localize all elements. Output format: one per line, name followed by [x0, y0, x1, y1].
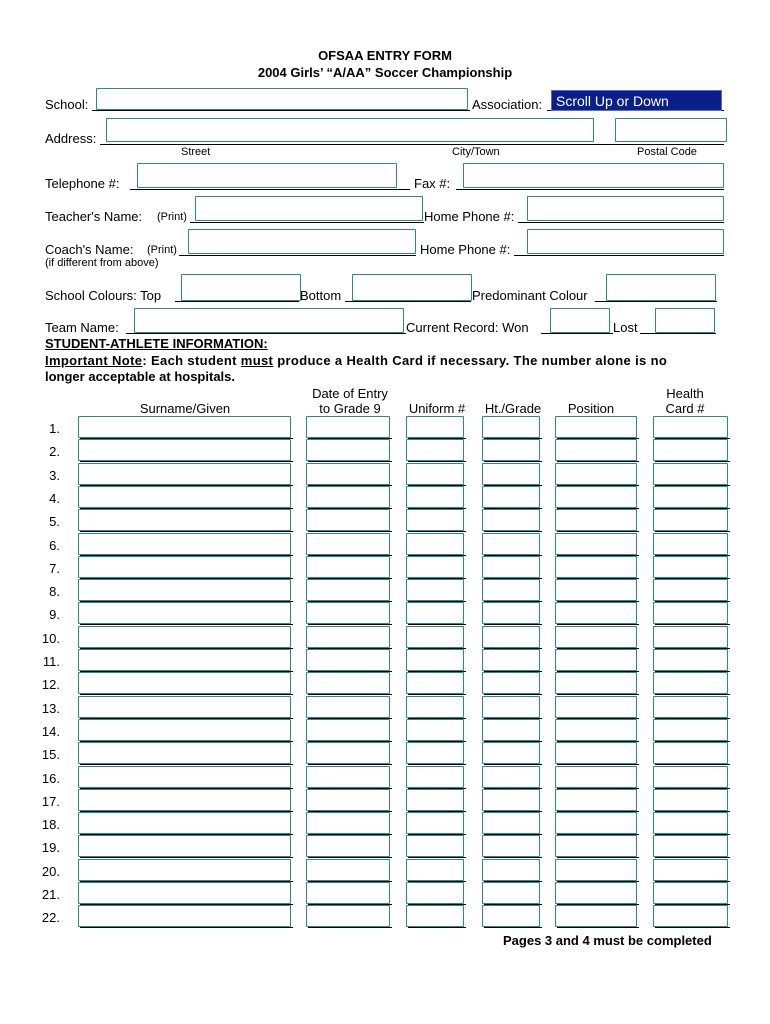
row-number: 9. — [49, 607, 60, 622]
entry-date-input[interactable] — [306, 719, 390, 741]
health-card-input[interactable] — [653, 416, 728, 438]
height-grade-input[interactable] — [482, 882, 540, 904]
uniform-input[interactable] — [406, 789, 464, 811]
lost-input[interactable] — [655, 308, 715, 333]
won-input[interactable] — [550, 308, 610, 333]
school-colours-label: School Colours: Top — [45, 288, 162, 303]
entry-date-input[interactable] — [306, 835, 390, 857]
association-dropdown[interactable]: Scroll Up or Down — [551, 90, 722, 111]
height-grade-underline — [484, 531, 542, 532]
uniform-input[interactable] — [406, 719, 464, 741]
height-grade-input[interactable] — [482, 766, 540, 788]
entry-date-input[interactable] — [306, 672, 390, 694]
entry-date-underline — [308, 857, 392, 858]
important-note-text-1: : Each student — [142, 353, 241, 368]
health-card-input[interactable] — [653, 556, 728, 578]
school-input[interactable] — [96, 88, 468, 110]
position-underline — [557, 461, 639, 462]
colour-bottom-input[interactable] — [352, 274, 472, 301]
important-note-text-2: produce a Health Card if necessary. The number alone is no — [273, 353, 668, 368]
health-card-input[interactable] — [653, 742, 728, 764]
coach-name-input[interactable] — [188, 229, 416, 254]
health-card-input[interactable] — [653, 533, 728, 555]
surname-input[interactable] — [78, 859, 291, 881]
surname-underline — [80, 927, 293, 928]
height-grade-underline — [484, 927, 542, 928]
health-card-input[interactable] — [653, 463, 728, 485]
uniform-underline — [408, 624, 466, 625]
student-info-heading: STUDENT-ATHLETE INFORMATION: — [45, 336, 268, 351]
health-card-column-header — [650, 386, 720, 416]
colours-bottom-label: Bottom — [300, 288, 342, 303]
entry-date-input[interactable] — [306, 882, 390, 904]
position-input[interactable] — [555, 556, 637, 578]
entry-date-input[interactable] — [306, 766, 390, 788]
position-input[interactable] — [555, 905, 637, 927]
surname-underline — [80, 461, 293, 462]
entry-date-header-line1: Date of Entry — [312, 386, 388, 401]
entry-date-column-header — [300, 386, 400, 416]
health-card-input[interactable] — [653, 696, 728, 718]
position-input[interactable] — [555, 439, 637, 461]
health-card-underline — [655, 461, 730, 462]
surname-input[interactable] — [78, 649, 291, 671]
health-card-input[interactable] — [653, 602, 728, 624]
colours-top-underline — [175, 301, 299, 302]
position-input[interactable] — [555, 882, 637, 904]
important-note-label: Important Note — [45, 353, 143, 368]
teacher-underline — [190, 222, 424, 223]
row-number: 16. — [41, 771, 60, 786]
fax-label: Fax #: — [414, 176, 451, 191]
surname-input[interactable] — [78, 812, 291, 834]
teacher-print-note: (Print) — [157, 211, 187, 223]
surname-input[interactable] — [78, 742, 291, 764]
row-number: 14. — [41, 724, 60, 739]
entry-date-input[interactable] — [306, 509, 390, 531]
height-grade-input[interactable] — [482, 835, 540, 857]
row-number: 5. — [49, 514, 60, 529]
height-grade-input[interactable] — [482, 509, 540, 531]
health-card-underline — [655, 857, 730, 858]
height-grade-input[interactable] — [482, 719, 540, 741]
health-card-underline — [655, 764, 730, 765]
colours-bottom-underline — [345, 301, 471, 302]
position-input[interactable] — [555, 579, 637, 601]
important-note — [45, 353, 667, 368]
telephone-label: Telephone #: — [45, 176, 120, 191]
uniform-input[interactable] — [406, 626, 464, 648]
won-underline — [541, 333, 613, 334]
surname-column-header: Surname/Given — [139, 401, 231, 416]
position-underline — [557, 927, 639, 928]
coach-home-phone-input[interactable] — [527, 229, 724, 254]
row-number: 18. — [41, 817, 60, 832]
address-label: Address: — [45, 131, 97, 146]
entry-date-input[interactable] — [306, 602, 390, 624]
height-grade-input[interactable] — [482, 672, 540, 694]
predominant-underline — [595, 301, 717, 302]
health-card-input[interactable] — [653, 649, 728, 671]
health-card-input[interactable] — [653, 439, 728, 461]
predominant-colour-label: Predominant Colour — [472, 288, 588, 303]
entry-date-input[interactable] — [306, 579, 390, 601]
health-card-input[interactable] — [653, 882, 728, 904]
height-grade-underline — [484, 624, 542, 625]
height-grade-input[interactable] — [482, 416, 540, 438]
teacher-name-input[interactable] — [195, 196, 423, 221]
height-grade-underline — [484, 764, 542, 765]
uniform-input[interactable] — [406, 905, 464, 927]
school-underline — [92, 110, 470, 111]
surname-input[interactable] — [78, 556, 291, 578]
entry-date-input[interactable] — [306, 905, 390, 927]
uniform-underline — [408, 927, 466, 928]
row-number: 20. — [41, 864, 60, 879]
position-input[interactable] — [555, 486, 637, 508]
footer-note: Pages 3 and 4 must be completed — [503, 933, 712, 948]
row-number: 13. — [41, 701, 60, 716]
height-grade-underline — [484, 694, 542, 695]
row-number: 19. — [41, 840, 60, 855]
surname-input[interactable] — [78, 626, 291, 648]
health-card-input[interactable] — [653, 626, 728, 648]
teacher-phone-underline — [518, 222, 724, 223]
health-card-input[interactable] — [653, 579, 728, 601]
coach-label: Coach's Name: — [45, 242, 134, 257]
height-grade-input[interactable] — [482, 905, 540, 927]
team-name-label: Team Name: — [45, 320, 119, 335]
important-note-continued: longer acceptable at hospitals. — [45, 369, 235, 384]
surname-input[interactable] — [78, 439, 291, 461]
health-card-input[interactable] — [653, 509, 728, 531]
surname-input[interactable] — [78, 672, 291, 694]
entry-date-input[interactable] — [306, 463, 390, 485]
position-column-header: Position — [567, 401, 615, 416]
entry-date-input[interactable] — [306, 439, 390, 461]
city-caption: City/Town — [452, 146, 500, 158]
school-label: School: — [45, 97, 89, 112]
health-card-input[interactable] — [653, 835, 728, 857]
height-grade-input[interactable] — [482, 859, 540, 881]
coach-home-phone-label: Home Phone #: — [420, 242, 511, 257]
uniform-input[interactable] — [406, 742, 464, 764]
surname-input[interactable] — [78, 882, 291, 904]
health-card-input[interactable] — [653, 812, 728, 834]
position-underline — [557, 857, 639, 858]
team-name-underline — [126, 333, 406, 334]
row-number: 17. — [41, 794, 60, 809]
surname-input[interactable] — [78, 905, 291, 927]
position-input[interactable] — [555, 859, 637, 881]
height-grade-input[interactable] — [482, 696, 540, 718]
height-grade-input[interactable] — [482, 626, 540, 648]
address-underline — [100, 144, 724, 145]
health-card-underline — [655, 927, 730, 928]
row-number: 12. — [41, 677, 60, 692]
form-title: OFSAA ENTRY FORM — [318, 48, 452, 63]
address-postal-input[interactable] — [615, 118, 727, 142]
height-grade-input[interactable] — [482, 463, 540, 485]
health-card-input[interactable] — [653, 859, 728, 881]
entry-date-input[interactable] — [306, 533, 390, 555]
health-card-input[interactable] — [653, 766, 728, 788]
surname-underline — [80, 531, 293, 532]
uniform-input[interactable] — [406, 509, 464, 531]
entry-date-underline — [308, 764, 392, 765]
position-input[interactable] — [555, 649, 637, 671]
uniform-input[interactable] — [406, 486, 464, 508]
health-card-input[interactable] — [653, 486, 728, 508]
important-note-must: must — [240, 353, 274, 368]
surname-input[interactable] — [78, 533, 291, 555]
uniform-input[interactable] — [406, 439, 464, 461]
surname-input[interactable] — [78, 719, 291, 741]
health-card-underline — [655, 694, 730, 695]
health-card-input[interactable] — [653, 789, 728, 811]
uniform-input[interactable] — [406, 812, 464, 834]
position-input[interactable] — [555, 602, 637, 624]
surname-input[interactable] — [78, 789, 291, 811]
row-number: 11. — [42, 654, 60, 669]
fax-input[interactable] — [463, 163, 724, 188]
surname-input[interactable] — [78, 463, 291, 485]
uniform-input[interactable] — [406, 766, 464, 788]
uniform-input[interactable] — [406, 882, 464, 904]
row-number: 4. — [49, 491, 60, 506]
height-grade-column-header: Ht./Grade — [484, 401, 542, 416]
position-input[interactable] — [555, 463, 637, 485]
row-number: 10. — [41, 631, 60, 646]
height-grade-input[interactable] — [482, 742, 540, 764]
association-label: Association: — [472, 97, 543, 112]
entry-date-underline — [308, 927, 392, 928]
health-card-input[interactable] — [653, 905, 728, 927]
position-input[interactable] — [555, 533, 637, 555]
position-input[interactable] — [555, 626, 637, 648]
surname-input[interactable] — [78, 696, 291, 718]
position-input[interactable] — [555, 509, 637, 531]
postal-caption: Postal Code — [637, 146, 697, 158]
uniform-input[interactable] — [406, 859, 464, 881]
surname-input[interactable] — [78, 835, 291, 857]
surname-underline — [80, 857, 293, 858]
entry-date-underline — [308, 694, 392, 695]
surname-input[interactable] — [78, 579, 291, 601]
teacher-home-phone-label: Home Phone #: — [424, 209, 515, 224]
row-number: 22. — [41, 910, 60, 925]
height-grade-input[interactable] — [482, 579, 540, 601]
current-record-label: Current Record: Won — [406, 320, 529, 335]
entry-date-underline — [308, 461, 392, 462]
position-underline — [557, 531, 639, 532]
uniform-column-header: Uniform # — [408, 401, 466, 416]
entry-date-input[interactable] — [306, 626, 390, 648]
health-card-input[interactable] — [653, 719, 728, 741]
uniform-input[interactable] — [406, 533, 464, 555]
height-grade-input[interactable] — [482, 812, 540, 834]
coach-print-note: (Print) — [147, 244, 177, 256]
position-input[interactable] — [555, 789, 637, 811]
entry-date-header-line2: to Grade 9 — [319, 401, 381, 416]
entry-date-input[interactable] — [306, 649, 390, 671]
health-header-line2: Card # — [665, 401, 705, 416]
health-header-line1: Health — [666, 386, 704, 401]
teacher-home-phone-input[interactable] — [527, 196, 724, 221]
height-grade-input[interactable] — [482, 556, 540, 578]
uniform-input[interactable] — [406, 835, 464, 857]
position-input[interactable] — [555, 812, 637, 834]
surname-underline — [80, 694, 293, 695]
uniform-underline — [408, 694, 466, 695]
fax-underline — [456, 189, 724, 190]
row-number: 3. — [49, 468, 60, 483]
coach-underline — [179, 255, 416, 256]
entry-date-input[interactable] — [306, 416, 390, 438]
row-number: 2. — [49, 444, 60, 459]
height-grade-input[interactable] — [482, 439, 540, 461]
entry-date-input[interactable] — [306, 789, 390, 811]
row-number: 15. — [41, 747, 60, 762]
height-grade-input[interactable] — [482, 602, 540, 624]
health-card-underline — [655, 531, 730, 532]
position-input[interactable] — [555, 719, 637, 741]
surname-underline — [80, 624, 293, 625]
position-input[interactable] — [555, 766, 637, 788]
position-input[interactable] — [555, 835, 637, 857]
teacher-label: Teacher's Name: — [45, 209, 143, 224]
health-card-underline — [655, 624, 730, 625]
surname-input[interactable] — [78, 602, 291, 624]
coach-phone-underline — [514, 255, 724, 256]
lost-label: Lost — [613, 320, 638, 335]
surname-input[interactable] — [78, 486, 291, 508]
row-number: 21. — [41, 887, 60, 902]
lost-underline — [640, 333, 716, 334]
entry-date-input[interactable] — [306, 859, 390, 881]
address-street-city-input[interactable] — [106, 118, 594, 142]
colour-top-input[interactable] — [181, 274, 301, 301]
surname-input[interactable] — [78, 509, 291, 531]
uniform-input[interactable] — [406, 649, 464, 671]
entry-date-input[interactable] — [306, 696, 390, 718]
row-number: 7. — [49, 561, 60, 576]
entry-date-input[interactable] — [306, 486, 390, 508]
street-caption: Street — [181, 146, 211, 158]
position-underline — [557, 694, 639, 695]
position-underline — [557, 764, 639, 765]
surname-input[interactable] — [78, 416, 291, 438]
row-number: 6. — [49, 538, 60, 553]
uniform-input[interactable] — [406, 672, 464, 694]
uniform-underline — [408, 857, 466, 858]
row-number: 1. — [49, 421, 60, 436]
telephone-input[interactable] — [137, 163, 397, 188]
team-name-input[interactable] — [134, 308, 404, 333]
height-grade-underline — [484, 461, 542, 462]
coach-note: (if different from above) — [45, 257, 159, 269]
uniform-input[interactable] — [406, 602, 464, 624]
uniform-input[interactable] — [406, 556, 464, 578]
uniform-input[interactable] — [406, 696, 464, 718]
uniform-input[interactable] — [406, 463, 464, 485]
health-card-input[interactable] — [653, 672, 728, 694]
telephone-underline — [130, 189, 410, 190]
position-input[interactable] — [555, 742, 637, 764]
position-input[interactable] — [555, 696, 637, 718]
uniform-input[interactable] — [406, 416, 464, 438]
position-input[interactable] — [555, 672, 637, 694]
position-underline — [557, 624, 639, 625]
surname-underline — [80, 764, 293, 765]
entry-date-input[interactable] — [306, 556, 390, 578]
height-grade-input[interactable] — [482, 649, 540, 671]
uniform-input[interactable] — [406, 579, 464, 601]
height-grade-input[interactable] — [482, 789, 540, 811]
form-subtitle: 2004 Girls’ “A/AA” Soccer Championship — [257, 65, 513, 80]
predominant-colour-input[interactable] — [606, 274, 716, 301]
uniform-underline — [408, 764, 466, 765]
height-grade-underline — [484, 857, 542, 858]
entry-date-underline — [308, 624, 392, 625]
position-input[interactable] — [555, 416, 637, 438]
height-grade-input[interactable] — [482, 486, 540, 508]
entry-date-input[interactable] — [306, 742, 390, 764]
row-number: 8. — [49, 584, 60, 599]
surname-input[interactable] — [78, 766, 291, 788]
height-grade-input[interactable] — [482, 533, 540, 555]
uniform-underline — [408, 461, 466, 462]
entry-date-underline — [308, 531, 392, 532]
uniform-underline — [408, 531, 466, 532]
entry-date-input[interactable] — [306, 812, 390, 834]
